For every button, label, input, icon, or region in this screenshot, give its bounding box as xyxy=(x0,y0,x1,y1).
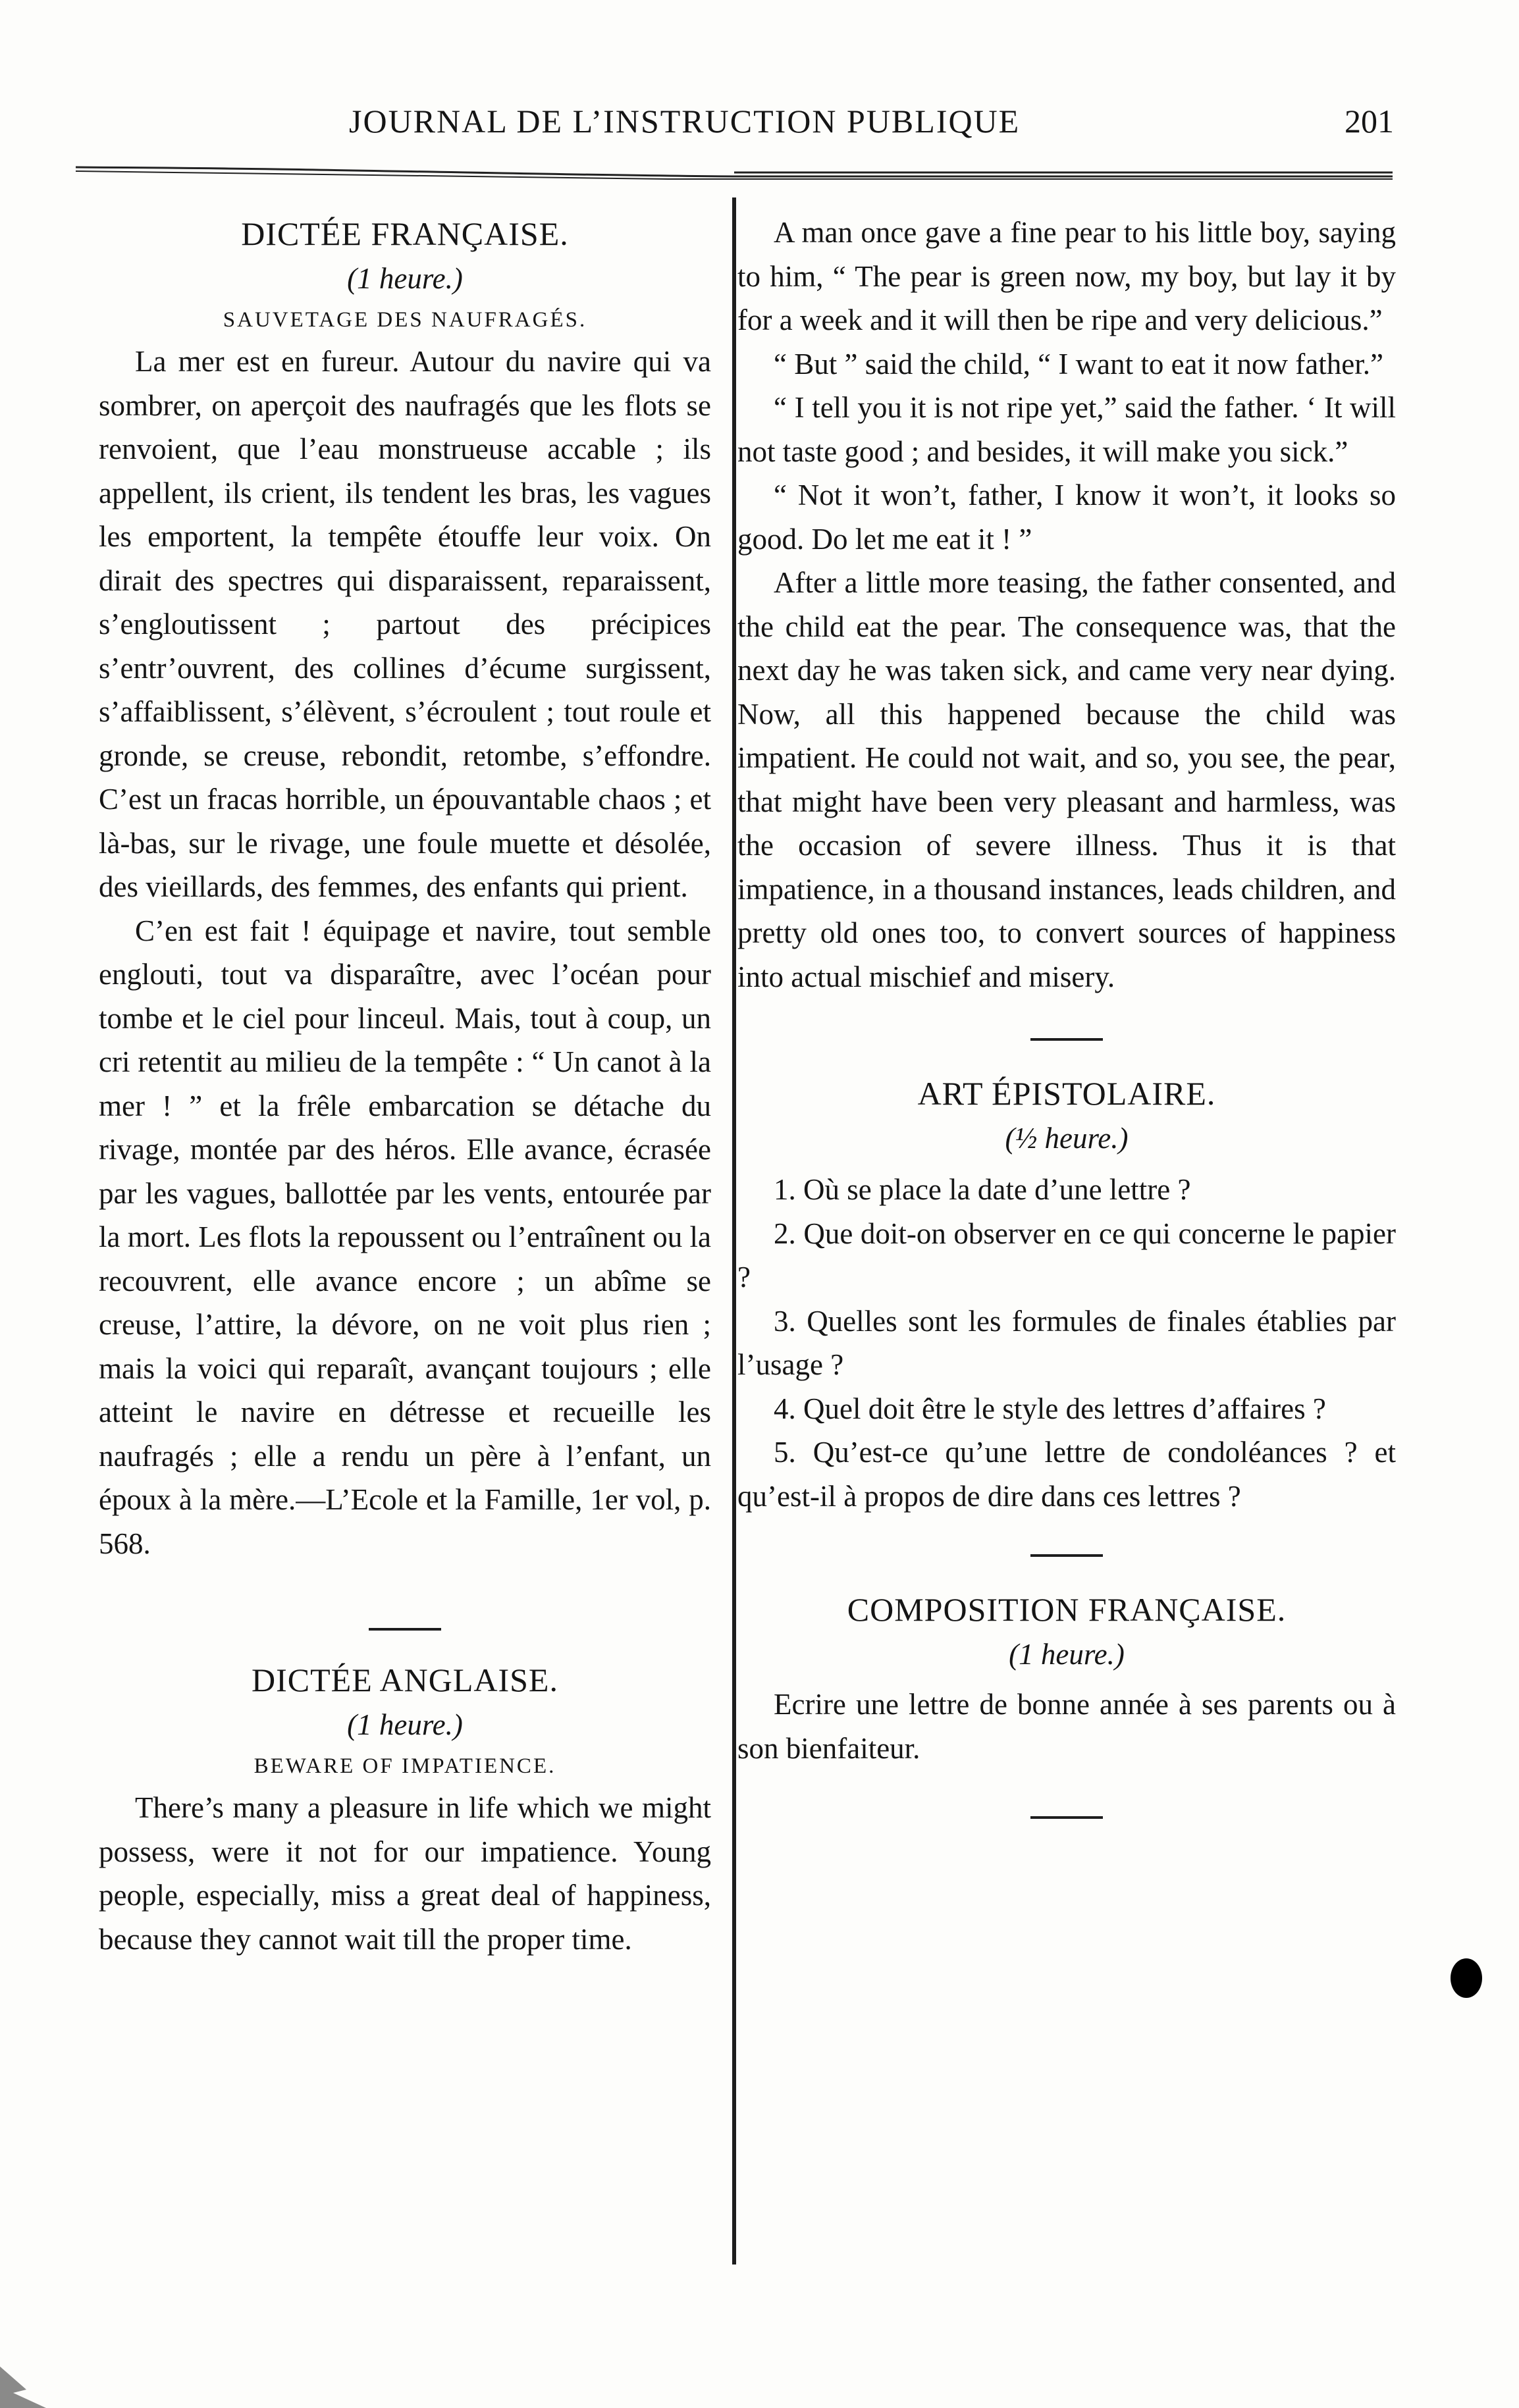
section-title-composition-francaise: COMPOSITION FRANÇAISE. xyxy=(847,1591,1287,1628)
question-list xyxy=(737,1168,1396,1518)
section-separator xyxy=(1030,1816,1103,1819)
dictation-paragraph: C’en est fait ! équipage et navire, tout semble englouti, tout va disparaître, avec l’océan pour tombe et le ciel pour linceul. Mais, tout à coup, un cri retentit au milieu de la tempête : “ Un canot à la mer ! ” et la frêle embarcation se détache du rivage, montée par des héros. Elle avance, écrasée par les vagues, ballottée par les vents, entourée par la mort. Les flots la repoussent ou l’entraînent ou la recouvrent, elle avance encore ; un abîme se creuse, l’attire, la dévore, on ne voit plus rien ; mais la voici qui reparaît, avançant toujours ; elle atteint le navire en détresse et recueille les naufragés ; elle a rendu un père à l’enfant, un époux à la mère.—L’Ecole et la Famille, 1er vol, p. 568. xyxy=(99,914,711,1560)
question-item: 4. Quel doit être le style des lettres d’affaires ? xyxy=(774,1392,1326,1425)
section-duration: (1 heure.) xyxy=(347,262,463,295)
column-divider xyxy=(732,197,736,2264)
page-number: 201 xyxy=(1345,103,1394,140)
question-item: 2. Que doit-on observer en ce qui concerne le papier ? xyxy=(737,1217,1396,1294)
section-title-art-epistolaire: ART ÉPISTOLAIRE. xyxy=(917,1075,1216,1112)
story-paragraph: “ But ” said the child, “ I want to eat it now father.” xyxy=(774,347,1383,380)
left-column xyxy=(99,211,711,1961)
story-paragraph: A man once gave a fine pear to his little boy, saying to him, “ The pear is green now, my boy, but lay it by for a week and it will then be ripe and very delicious.” xyxy=(737,216,1396,336)
composition-prompt: Ecrire une lettre de bonne année à ses parents ou à son bienfaiteur. xyxy=(737,1688,1396,1765)
story-paragraph: “ I tell you it is not ripe yet,” said the father. ‘ It will not taste good ; and besides, it will make you sick.” xyxy=(737,391,1396,468)
dictation-subhead: BEWARE OF IMPATIENCE. xyxy=(253,1754,556,1778)
dictation-subhead: SAUVETAGE DES NAUFRAGÉS. xyxy=(223,308,587,332)
section-title-dictee-anglaise: DICTÉE ANGLAISE. xyxy=(252,1662,558,1698)
section-duration: (½ heure.) xyxy=(1005,1122,1129,1155)
question-item: 5. Qu’est-ce qu’une lettre de condoléances ? et qu’est-il à propos de dire dans ces lettres ? xyxy=(737,1436,1396,1513)
question-item: 1. Où se place la date d’une lettre ? xyxy=(774,1173,1191,1206)
header-double-rule xyxy=(76,165,1393,180)
section-title-dictee-francaise: DICTÉE FRANÇAISE. xyxy=(241,215,569,252)
running-title: JOURNAL DE L’INSTRUCTION PUBLIQUE xyxy=(349,103,1021,140)
question-item: 3. Quelles sont les formules de finales établies par l’usage ? xyxy=(737,1304,1396,1381)
section-duration: (1 heure.) xyxy=(347,1708,463,1741)
ink-blot xyxy=(1451,1958,1482,1998)
dictation-paragraph: La mer est en fureur. Autour du navire qui va sombrer, on aperçoit des naufragés que les flots se renvoient, que l’eau monstrueuse accable ; ils appellent, ils crient, ils tendent les bras, les vagues les emportent, la tempête étouffe leur voix. On dirait des spectres qui disparaissent, reparaissent, s’engloutissent ; partout des précipices s’entr’ouvrent, des collines d’écume surgissent, s’affaiblissent, s’élèvent, s’écroulent ; tout roule et gronde, se creuse, rebondit, retombe, s’effondre. C’est un fracas horrible, un épouvantable chaos ; et là-bas, sur le rivage, une foule muette et désolée, des vieillards, des femmes, des enfants qui prient. xyxy=(99,345,711,903)
story-paragraph: After a little more teasing, the father consented, and the child eat the pear. The consequence was, that the next day he was taken sick, and came very near dying. Now, all this happened because the child was impatient. He could not wait, and so, you see, the pear, that might have been very pleasant and harmless, was the occasion of severe illness. Thus it is that impatience, in a thousand instances, leads children, and pretty old ones too, to convert sources of happiness into actual mischief and misery. xyxy=(737,566,1396,993)
page-edge-mark xyxy=(0,2360,59,2408)
running-head xyxy=(0,102,1519,148)
section-duration: (1 heure.) xyxy=(1009,1638,1125,1671)
dictation-paragraph: There’s many a pleasure in life which we might possess, were it not for our impatience. Young people, especially, miss a great deal of happiness, because they cannot wait till the proper time. xyxy=(99,1791,711,1956)
right-column xyxy=(737,211,1396,1819)
story-paragraph: “ Not it won’t, father, I know it won’t, it looks so good. Do let me eat it ! ” xyxy=(737,479,1396,556)
